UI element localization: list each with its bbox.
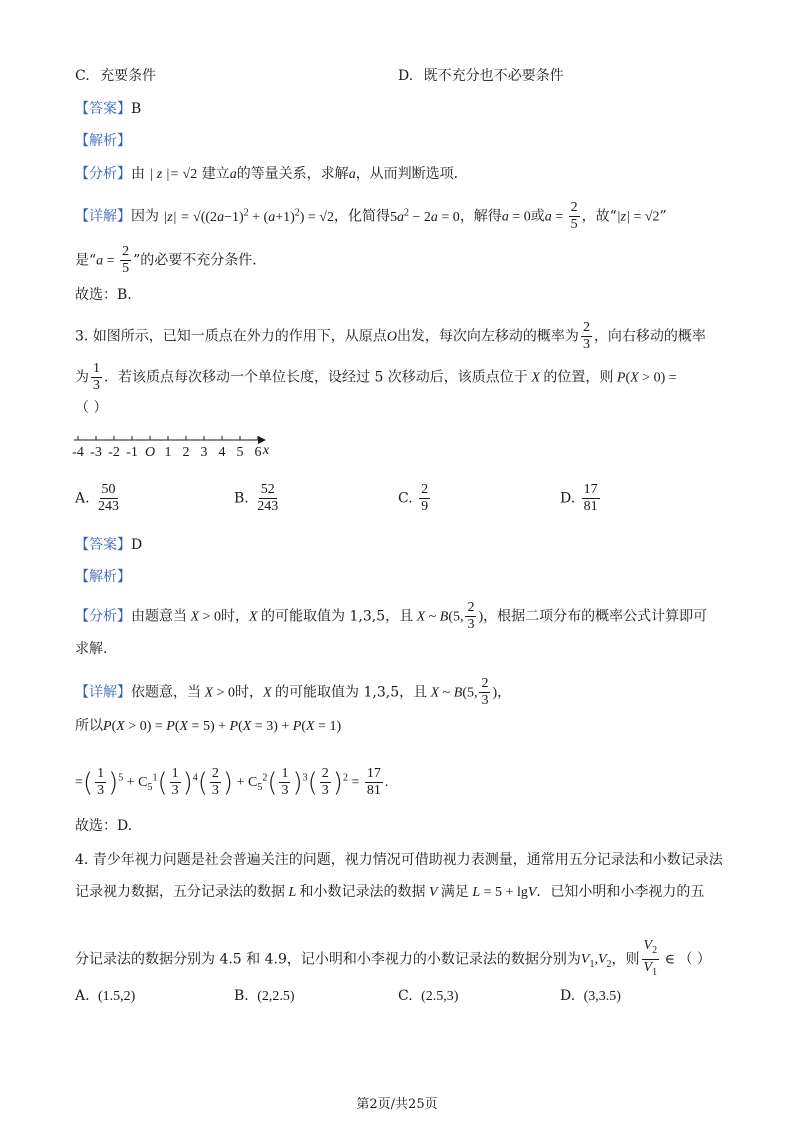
option-value: (3,3.5) xyxy=(583,989,621,1004)
q3-suoyi xyxy=(75,716,734,737)
q2-detail xyxy=(75,200,734,233)
fraction: $\frac{2}{5}$ xyxy=(570,200,578,232)
q4-stem-line2 xyxy=(75,882,734,903)
q2-choose xyxy=(75,285,734,305)
fenxi-tag: 【分析】 xyxy=(75,608,131,625)
text: 满足 xyxy=(440,884,469,900)
numerator: 17 xyxy=(583,482,598,497)
q2-option-c xyxy=(75,66,156,86)
option-value: (2,2.5) xyxy=(257,989,295,1004)
q3-stem-line3 xyxy=(75,398,734,418)
detail-tag: 【详解】 xyxy=(75,684,131,701)
fraction: $\frac{2}{3}$ xyxy=(467,600,475,632)
math-expr: X ~ B(5, xyxy=(427,685,478,701)
text: ，向右移动的概率 xyxy=(593,328,706,345)
q4-option-a xyxy=(75,986,135,1007)
option-label: C. xyxy=(398,988,413,1004)
option-label: B. xyxy=(234,988,249,1004)
axis-tick-label: -1 xyxy=(126,445,138,460)
option-label: C. xyxy=(398,490,413,507)
axis-tick-label: 3 xyxy=(200,445,208,460)
number-line-ticks xyxy=(78,436,258,440)
text: ，解得 xyxy=(459,208,502,225)
text: ，化简得 xyxy=(334,208,390,225)
fraction: $\frac{1}{3}$ xyxy=(93,361,100,393)
math-expr: | z |= √2 xyxy=(149,167,198,182)
text: 求解. xyxy=(75,641,108,657)
math-expr: =( $\frac{1}{3}$ )$^5 + C_5^1$( $\frac{1}{3}$ )$^4$( $\frac{2}{3}$ ) + $C_5^2$( $\frac{1}{3}$ )$^3$( $\frac{2}{3}$ )$^2$ = $\frac{17}{81}$ . xyxy=(75,765,389,798)
math-expr: X > 0 xyxy=(187,609,221,625)
answer-tag: 【答案】 xyxy=(75,101,131,117)
text: 4. 青少年视力问题是社会普遍关注的问题，视力情况可借助视力表测量，通常用五分记录法和小数记录法 xyxy=(75,852,723,868)
number-line-figure xyxy=(70,430,280,460)
option-value: (2.5,3) xyxy=(421,989,459,1004)
axis-tick-label: 2 xyxy=(182,445,190,460)
q3-answer xyxy=(75,535,734,555)
text: 因为 xyxy=(131,208,159,225)
fraction: $\frac{2}{5}$ xyxy=(122,244,130,276)
text: ” xyxy=(659,208,667,225)
math-var: X xyxy=(527,370,544,386)
analysis-tag: 【解析】 xyxy=(75,569,131,585)
text: 为 xyxy=(75,369,89,386)
text: ，从而判断选项. xyxy=(355,166,459,182)
text: 3. 如图所示，已知一质点在外力的作用下，从原点 xyxy=(75,328,387,345)
q2-analysis-heading xyxy=(75,131,734,151)
q2-option-d xyxy=(398,66,564,86)
text: 或 xyxy=(530,208,545,225)
math-expr: a = 0 xyxy=(501,209,531,225)
detail-tag: 【详解】 xyxy=(75,208,131,225)
denominator: 9 xyxy=(421,499,429,514)
axis-tick-label: -2 xyxy=(108,445,120,460)
axis-tick-label: -3 xyxy=(90,445,102,460)
axis-tick-label: 6 xyxy=(254,445,262,460)
number-line-labels xyxy=(72,443,270,460)
text: ， xyxy=(497,684,512,701)
analysis-tag: 【解析】 xyxy=(75,133,131,149)
axis-tick-label: 4 xyxy=(218,445,226,460)
math-var: a xyxy=(348,167,356,182)
q3-calculation xyxy=(75,758,734,802)
fraction: $\frac{2}{3}$ xyxy=(481,676,489,708)
answer-value: B xyxy=(131,101,142,117)
option-label: A. xyxy=(75,490,90,507)
answer-tag: 【答案】 xyxy=(75,537,131,553)
text: ．若该质点每次移动一个单位长度，设经过 5 次移动后，该质点位于 xyxy=(104,369,528,386)
fraction xyxy=(582,482,600,515)
q3-option-d xyxy=(560,482,602,515)
q3-stem-line1 xyxy=(75,320,734,353)
text: 分记录法的数据分别为 4.5 和 4.9，记小明和小李视力的小数记录法的数据分别为 xyxy=(75,951,581,968)
axis-name-label: x xyxy=(262,443,270,458)
numerator: 52 xyxy=(260,482,275,497)
q2-answer xyxy=(75,99,734,119)
q4-option-b xyxy=(234,986,295,1007)
text: （ ） xyxy=(678,951,711,968)
text: 记录视力数据，五分记录法的数据 xyxy=(75,884,285,900)
text: ，根据二项分布的概率公式计算即可 xyxy=(483,608,708,625)
q2-fenxi xyxy=(75,164,734,185)
axis-tick-label: 1 xyxy=(164,445,172,460)
page-footer: 第2页/共25页 xyxy=(356,1097,438,1112)
q3-fenxi: 【分析】由题意当 X > 0时，X 的可能取值为 1,3,5，且 X ~ B(5, $\frac{2}{3}$ )，根据二项分布的概率公式计算即可 xyxy=(75,600,708,632)
text: 时， xyxy=(220,608,249,625)
math-expr: P(X > 0) = xyxy=(613,370,677,386)
text: 建立 xyxy=(201,166,230,182)
text: 所以 xyxy=(75,718,103,734)
math-var: V xyxy=(425,885,441,900)
q3-detail: 【详解】依题意，当 X > 0时，X 的可能取值为 1,3,5，且 X ~ B(5, $\frac{2}{3}$ )， xyxy=(75,676,512,708)
q3-option-c xyxy=(398,482,432,515)
text: 时， xyxy=(234,684,263,701)
q3-option-b xyxy=(234,482,282,515)
q2-detail-line2 xyxy=(75,244,734,277)
math-expr: $5a^2 - 2a = 0$ xyxy=(390,206,460,225)
fraction xyxy=(96,482,121,515)
denominator: 243 xyxy=(98,499,120,514)
math-expr: L = 5 + lgV xyxy=(468,885,537,900)
math-var: O xyxy=(386,329,397,345)
denominator: 243 xyxy=(257,499,279,514)
math-var: a xyxy=(229,167,237,182)
q3-choose xyxy=(75,816,734,836)
text: 和小数记录法的数据 xyxy=(299,884,426,900)
q4-stem-line3: 分记录法的数据分别为 4.5 和 4.9，记小明和小李视力的小数记录法的数据分别为$V_1,V_2$，则 $\frac{V_2}{V_1}$ ∈ （ ） xyxy=(75,938,734,981)
text: 是“ xyxy=(75,252,97,269)
axis-tick-label: O xyxy=(144,445,156,460)
math-var: L xyxy=(285,885,300,900)
text: 由题意当 xyxy=(131,608,187,625)
option-label: D. xyxy=(560,490,576,507)
math-expr: $|z| = √((2a-1)^2 + (a+1)^2) = √2$ xyxy=(163,206,334,225)
text: 故选：B. xyxy=(75,287,132,303)
fraction: $\frac{V_2}{V_1}$ xyxy=(643,938,658,978)
fenxi-tag: 【分析】 xyxy=(75,166,131,182)
math-expr: X > 0 xyxy=(201,685,235,701)
text: 出发，每次向左移动的概率为 xyxy=(396,328,579,345)
text: 由 xyxy=(131,166,145,182)
text: 故选：D. xyxy=(75,818,133,834)
option-label: C. xyxy=(75,68,90,84)
text: 的可能取值为 1,3,5，且 xyxy=(275,684,428,701)
math-var: X xyxy=(248,609,262,625)
option-text: 既不充分也不必要条件 xyxy=(423,68,564,84)
q3-stem-line2 xyxy=(75,361,734,394)
q4-option-c xyxy=(398,986,458,1007)
math-expr: P(X > 0) = P(X = 5) + P(X = 3) + P(X = 1) xyxy=(103,719,342,734)
fraction xyxy=(255,482,280,515)
q4-stem-line1 xyxy=(75,850,734,870)
option-value: (1.5,2) xyxy=(98,989,136,1004)
text: ，则 xyxy=(611,951,640,968)
fraction: $\frac{2}{3}$ xyxy=(582,320,590,352)
text: ”的必要不充分条件. xyxy=(133,252,257,269)
option-label: D. xyxy=(560,988,576,1004)
math-expr: a = xyxy=(544,209,567,225)
option-text: 充要条件 xyxy=(100,68,157,84)
math-expr: |z| = √2 xyxy=(616,209,660,225)
q4-option-d xyxy=(560,986,621,1007)
text: （ ） xyxy=(75,400,108,416)
numerator: 50 xyxy=(101,482,116,497)
answer-value: D xyxy=(131,537,143,553)
text: 依题意，当 xyxy=(131,684,201,701)
text: 的等量关系，求解 xyxy=(236,166,349,182)
fraction xyxy=(419,482,430,515)
math-expr: a = xyxy=(96,253,119,269)
option-label: D. xyxy=(398,68,414,84)
math-var: X xyxy=(262,685,276,701)
option-label: B. xyxy=(234,490,249,507)
math-expr: X ~ B(5, xyxy=(413,609,464,625)
text: 的可能取值为 1,3,5，且 xyxy=(261,608,414,625)
text: ．已知小明和小李视力的五 xyxy=(536,884,705,900)
q3-option-a xyxy=(75,482,123,515)
axis-tick-label: -4 xyxy=(72,445,84,460)
axis-tick-label: 5 xyxy=(236,445,244,460)
q3-fenxi-line2 xyxy=(75,639,734,659)
text: ，故“ xyxy=(581,208,617,225)
numerator: 2 xyxy=(421,482,429,497)
option-label: A. xyxy=(75,988,90,1004)
q3-analysis-heading xyxy=(75,567,734,587)
denominator: 81 xyxy=(583,499,598,514)
text: 的位置，则 xyxy=(543,369,614,386)
math-expr: $V_1,V_2$ xyxy=(580,952,612,971)
